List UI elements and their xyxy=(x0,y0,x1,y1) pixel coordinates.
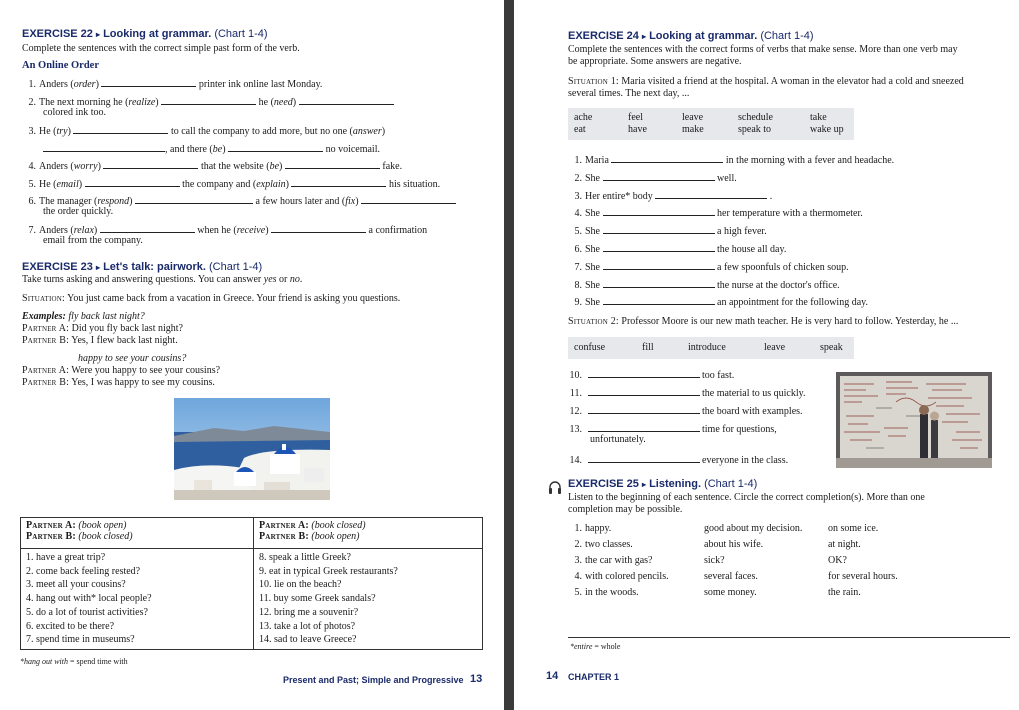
example-1-partner-a: Partner A: Did you fly back last night? xyxy=(22,323,183,334)
list-item: 11. buy some Greek sandals? xyxy=(259,593,376,605)
ex24-item-4: 4. She her temperature with a thermometer. xyxy=(574,208,863,219)
answer-blank[interactable] xyxy=(603,242,715,252)
answer-blank[interactable] xyxy=(43,142,165,152)
answer-blank[interactable] xyxy=(271,223,366,233)
santorini-illustration xyxy=(174,398,330,500)
ex25-option[interactable]: for several hours. xyxy=(828,571,898,582)
word-box-item: schedule xyxy=(738,112,773,123)
word-box-item: leave xyxy=(764,342,786,353)
ex22-item-5: 5. He (email) the company and (explain) his situation. xyxy=(28,179,441,190)
answer-blank[interactable] xyxy=(161,95,256,105)
word-box-item: eat xyxy=(574,124,586,135)
answer-blank[interactable] xyxy=(73,124,168,134)
answer-blank[interactable] xyxy=(588,404,700,414)
table-header-row xyxy=(21,518,483,549)
situation-1: Situation 1: Maria visited a friend at the hospital. A woman in the elevator had a cold and sneezed xyxy=(568,76,964,87)
ex24-item-11: 11. the material to us quickly. xyxy=(569,388,806,399)
exercise-24-instruction-2: be appropriate. Some answers are negative. xyxy=(568,56,742,67)
exercise-22-title: EXERCISE 22 ▸ Looking at grammar. (Chart 1-4) xyxy=(22,28,268,40)
ex22-item-4: 4. Anders (worry) that the website (be) fake. xyxy=(28,161,403,172)
answer-blank[interactable] xyxy=(228,142,323,152)
exercise-23-instruction: Take turns asking and answering questions. You can answer yes or no. xyxy=(22,274,303,285)
answer-blank[interactable] xyxy=(135,194,253,204)
triangle-icon: ▸ xyxy=(95,30,100,39)
ex25-option[interactable]: OK? xyxy=(828,555,847,566)
list-item: 4. hang out with* local people? xyxy=(26,593,152,605)
answer-blank[interactable] xyxy=(103,159,198,169)
exercise-24-instruction-1: Complete the sentences with the correct forms of verbs that make sense. More than one verb may xyxy=(568,44,958,55)
chalkboard-illustration xyxy=(836,372,992,468)
list-item: 14. sad to leave Greece? xyxy=(259,634,357,646)
list-item: 8. speak a little Greek? xyxy=(259,552,351,563)
answer-blank[interactable] xyxy=(588,386,700,396)
ex25-row-2: 2. two classes. xyxy=(574,539,633,550)
ex22-item-7: 7. Anders (relax) when he (receive) a confirmation xyxy=(28,225,428,236)
ex22-item-1: 1. Anders (order) printer ink online last Monday. xyxy=(28,79,323,90)
list-item: 10. lie on the beach? xyxy=(259,579,342,591)
answer-blank[interactable] xyxy=(285,159,380,169)
ex22-item-3-line2: , and there (be) no voicemail. xyxy=(43,142,380,155)
book-gutter xyxy=(504,0,514,710)
answer-blank[interactable] xyxy=(85,177,180,187)
ex22-item-7-cont: email from the company. xyxy=(43,235,143,246)
table-header-col2: Partner A: (book closed) Partner B: (book open) xyxy=(254,518,483,549)
answer-blank[interactable] xyxy=(588,368,700,378)
list-item: 13. take a lot of photos? xyxy=(259,620,356,632)
exercise-22-instruction: Complete the sentences with the correct simple past form of the verb. xyxy=(22,43,300,54)
answer-blank[interactable] xyxy=(588,422,700,432)
ex24-item-5: 5. She a high fever. xyxy=(574,226,767,237)
ex24-item-9: 9. She an appointment for the following day. xyxy=(574,297,868,308)
list-item: 2. come back feeling rested? xyxy=(26,565,141,577)
chapter-label: CHAPTER 1 xyxy=(568,672,620,682)
table-body-row xyxy=(21,549,483,650)
ex22-item-6: 6. The manager (respond) a few hours later and (fix) xyxy=(22,194,456,207)
ex24-item-3: 3. Her entire* body . xyxy=(574,191,773,202)
answer-blank[interactable] xyxy=(603,295,715,305)
ex25-option[interactable]: on some ice. xyxy=(828,523,879,534)
word-box-item: feel xyxy=(628,112,643,123)
triangle-icon: ▸ xyxy=(95,263,100,272)
exercise-25-instruction-1: Listen to the beginning of each sentence. Circle the correct completion(s). More than one xyxy=(568,492,925,503)
table-header-col1: Partner A: (book open) Partner B: (book closed) xyxy=(21,518,254,549)
ex24-item-12: 12. the board with examples. xyxy=(569,406,803,417)
ex25-option[interactable]: the rain. xyxy=(828,587,861,598)
answer-blank[interactable] xyxy=(299,95,394,105)
footnote-divider xyxy=(568,637,1010,638)
word-box-2 xyxy=(568,337,854,359)
example-2-partner-a: Partner A: Were you happy to see your cousins? xyxy=(22,365,221,376)
word-box-item: introduce xyxy=(688,342,726,353)
ex25-row-1: 1. happy. xyxy=(574,523,612,534)
answer-blank[interactable] xyxy=(603,224,715,234)
answer-blank[interactable] xyxy=(588,453,700,463)
ex24-item-10: 10. too fast. xyxy=(569,370,735,381)
ex22-item-2-cont: colored ink too. xyxy=(43,107,107,118)
list-item: 1. have a great trip? xyxy=(26,552,106,563)
ex24-item-1: 1. Maria in the morning with a fever and headache. xyxy=(574,155,895,166)
ex22-item-3: 3. He (try) to call the company to add more, but no one (answer) xyxy=(28,126,386,137)
word-box-item: confuse xyxy=(574,342,606,353)
exercise-25-title: EXERCISE 25 ▸ Listening. (Chart 1-4) xyxy=(568,478,758,490)
ex22-item-2: 2. The next morning he (realize) he (need) xyxy=(22,95,394,108)
situation-2: Situation 2: Professor Moore is our new math teacher. He is very hard to follow. Yesterday, he ... xyxy=(568,316,959,327)
answer-blank[interactable] xyxy=(361,194,456,204)
situation-1-cont: several times. The next day, ... xyxy=(568,88,690,99)
list-item: 7. spend time in museums? xyxy=(26,634,135,646)
answer-blank[interactable] xyxy=(291,177,386,187)
answer-blank[interactable] xyxy=(603,206,715,216)
word-box-item: leave xyxy=(682,112,704,123)
table-col2-items xyxy=(254,549,483,650)
word-box-item: speak to xyxy=(738,124,772,135)
ex24-item-6: 6. She the house all day. xyxy=(574,244,787,255)
page-number-13: 13 xyxy=(470,673,483,685)
word-box-item: speak xyxy=(820,342,843,353)
ex25-option[interactable]: about his wife. xyxy=(704,539,764,550)
ex24-item-13-cont: unfortunately. xyxy=(590,434,646,445)
ex24-item-13: 13. time for questions, xyxy=(569,424,777,435)
ex24-item-2: 2. She well. xyxy=(574,173,737,184)
professor-chalkboard-photo xyxy=(836,372,992,468)
answer-blank[interactable] xyxy=(603,278,715,288)
answer-blank[interactable] xyxy=(603,171,715,181)
answer-blank[interactable] xyxy=(611,153,723,163)
left-footnote: *hang out with = spend time with xyxy=(20,657,128,666)
ex25-row-5: 5. in the woods. xyxy=(574,587,639,598)
word-box-item: have xyxy=(628,124,647,135)
left-page xyxy=(0,0,504,710)
exercise-23-title: EXERCISE 23 ▸ Let's talk: pairwork. (Chart 1-4) xyxy=(22,261,263,273)
word-box-item: fill xyxy=(642,342,654,353)
table-col1-items xyxy=(21,549,254,650)
answer-blank[interactable] xyxy=(655,189,767,199)
exercise-25-instruction-2: completion may be possible. xyxy=(568,504,683,515)
list-item: 3. meet all your cousins? xyxy=(26,579,126,591)
exercise-24-title: EXERCISE 24 ▸ Looking at grammar. (Chart 1-4) xyxy=(568,30,814,42)
exercise-22-subhead: An Online Order xyxy=(22,60,100,71)
triangle-icon: ▸ xyxy=(641,480,646,489)
triangle-icon: ▸ xyxy=(641,32,646,41)
right-page xyxy=(514,0,1019,710)
answer-blank[interactable] xyxy=(101,77,196,87)
ex25-option[interactable]: sick? xyxy=(704,555,725,566)
ex22-item-6-cont: the order quickly. xyxy=(43,206,114,217)
headphones-icon xyxy=(548,480,562,500)
word-box-item: take xyxy=(810,112,827,123)
answer-blank[interactable] xyxy=(100,223,195,233)
ex24-item-8: 8. She the nurse at the doctor's office. xyxy=(574,280,840,291)
word-box-item: ache xyxy=(574,112,593,123)
ex25-row-4: 4. with colored pencils. xyxy=(574,571,669,582)
word-box-item: wake up xyxy=(810,124,844,135)
list-item: 9. eat in typical Greek restaurants? xyxy=(259,565,398,577)
ex25-option[interactable]: at night. xyxy=(828,539,861,550)
list-item: 6. excited to be there? xyxy=(26,620,115,632)
example-1-cue: Examples: fly back last night? xyxy=(22,311,145,322)
pairwork-table xyxy=(20,517,483,650)
example-2-partner-b: Partner B: Yes, I was happy to see my cousins. xyxy=(22,377,215,388)
list-item: 5. do a lot of tourist activities? xyxy=(26,606,148,618)
example-1-partner-b: Partner B: Yes, I flew back last night. xyxy=(22,335,178,346)
santorini-photo xyxy=(174,398,330,500)
example-2-cue: happy to see your cousins? xyxy=(78,353,187,364)
right-footnote: *entire = whole xyxy=(570,642,621,651)
ex24-item-7: 7. She a few spoonfuls of chicken soup. xyxy=(574,262,849,273)
page-footer-title: Present and Past; Simple and Progressive xyxy=(283,675,464,685)
list-item: 12. bring me a souvenir? xyxy=(259,606,359,618)
ex24-item-14: 14. everyone in the class. xyxy=(569,455,789,466)
word-box-item: make xyxy=(682,124,704,135)
exercise-23-situation: Situation: You just came back from a vacation in Greece. Your friend is asking you questions. xyxy=(22,293,401,304)
ex25-option[interactable]: several faces. xyxy=(704,571,758,582)
ex25-option[interactable]: good about my decision. xyxy=(704,523,803,534)
ex25-row-3: 3. the car with gas? xyxy=(574,555,653,566)
answer-blank[interactable] xyxy=(603,260,715,270)
page-number-14: 14 xyxy=(546,670,559,682)
ex25-option[interactable]: some money. xyxy=(704,587,757,598)
word-box-1 xyxy=(568,108,854,140)
